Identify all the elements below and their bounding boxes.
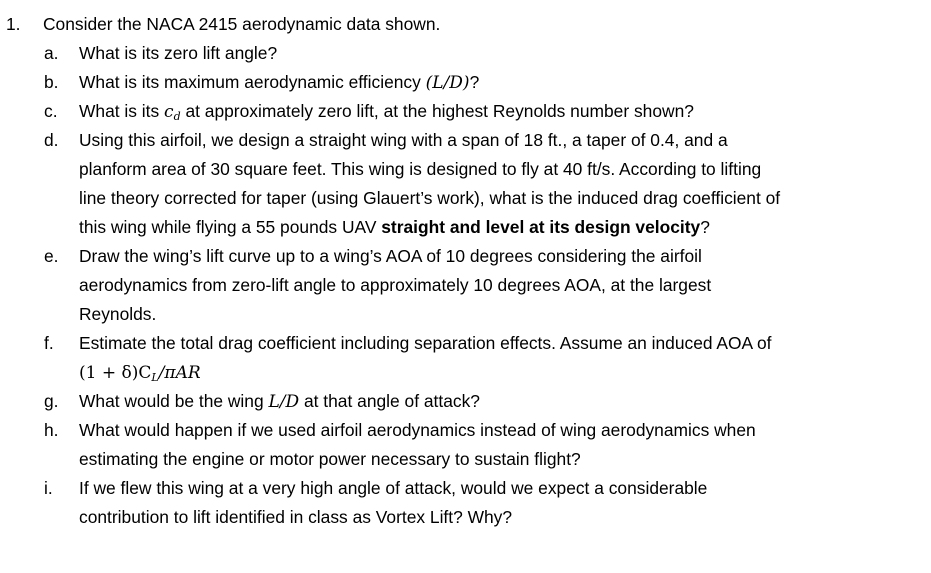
math-part: (1 + δ)C: [79, 363, 152, 383]
subquestion-e: [0, 242, 931, 329]
subquestion-g: [0, 387, 931, 416]
question-document: [0, 10, 931, 532]
subquestion-text: Using this airfoil, we design a straight wing with a span of 18 ft., a taper of 0.4, and a: [79, 130, 728, 150]
math-subscript: L: [151, 371, 159, 384]
subquestion-letter: b.: [44, 72, 59, 92]
subquestion-text: planform area of 30 square feet. This wing is designed to fly at 40 ft/s. According to lifting: [79, 159, 762, 179]
math-expression: (L/D): [425, 73, 470, 93]
subquestion-text-end: ?: [700, 217, 710, 237]
subquestion-i: [0, 474, 931, 532]
math-expression: L/D: [268, 392, 300, 412]
subquestion-text: What would be the wing: [79, 391, 269, 411]
question-prompt: Consider the NACA 2415 aerodynamic data shown.: [43, 14, 441, 34]
subquestion-a: [0, 39, 931, 68]
subquestion-letter: f.: [44, 333, 54, 353]
subquestion-text: Estimate the total drag coefficient including separation effects. Assume an induced AOA of: [79, 333, 772, 353]
subquestion-text-end: at approximately zero lift, at the highest Reynolds number shown?: [180, 101, 694, 121]
subquestion-text: What is its zero lift angle?: [79, 43, 278, 63]
math-subscript: d: [173, 110, 181, 123]
subquestion-line: [79, 358, 923, 387]
subquestion-letter: e.: [44, 246, 59, 266]
math-part: /πAR: [158, 363, 201, 383]
math-expression: [79, 363, 201, 383]
subquestion-text: this wing while flying a 55 pounds UAV: [79, 217, 382, 237]
subquestion-text: Draw the wing’s lift curve up to a wing’s AOA of 10 degrees considering the airfoil: [79, 246, 702, 266]
subquestion-b: [0, 68, 931, 97]
subquestion-text: What would happen if we used airfoil aerodynamics instead of wing aerodynamics when: [79, 420, 756, 440]
subquestion-text: line theory corrected for taper (using Glauert’s work), what is the induced drag coefficient of: [79, 188, 781, 208]
math-base: c: [164, 102, 174, 122]
subquestion-line: [79, 213, 923, 242]
question-number: 1.: [6, 14, 21, 34]
subquestion-letter: d.: [44, 130, 59, 150]
subquestion-text: If we flew this wing at a very high angle of attack, would we expect a considerable: [79, 478, 708, 498]
subquestion-text-end: at that angle of attack?: [299, 391, 480, 411]
subquestion-letter: g.: [44, 391, 59, 411]
subquestion-text: Reynolds.: [79, 304, 157, 324]
subquestion-d: [0, 126, 931, 242]
question-header: [0, 10, 931, 39]
emphasized-text: straight and level at its design velocity: [381, 217, 701, 237]
subquestion-line: [79, 97, 923, 126]
subquestion-text: What is its maximum aerodynamic efficiency: [79, 72, 426, 92]
subquestion-text: aerodynamics from zero-lift angle to approximately 10 degrees AOA, at the largest: [79, 275, 712, 295]
subquestion-c: [0, 97, 931, 126]
subquestion-text: estimating the engine or motor power necessary to sustain flight?: [79, 449, 581, 469]
subquestion-text: What is its: [79, 101, 165, 121]
subquestion-h: [0, 416, 931, 474]
subquestion-f: [0, 329, 931, 387]
subquestion-letter: i.: [44, 478, 53, 498]
subquestion-line: [79, 68, 923, 97]
subquestion-letter: a.: [44, 43, 59, 63]
subquestion-line: [79, 387, 923, 416]
subquestion-letter: c.: [44, 101, 58, 121]
math-symbol: [164, 102, 181, 122]
subquestion-letter: h.: [44, 420, 59, 440]
subquestion-text-end: ?: [469, 72, 480, 92]
subquestion-text: contribution to lift identified in class as Vortex Lift? Why?: [79, 507, 513, 527]
